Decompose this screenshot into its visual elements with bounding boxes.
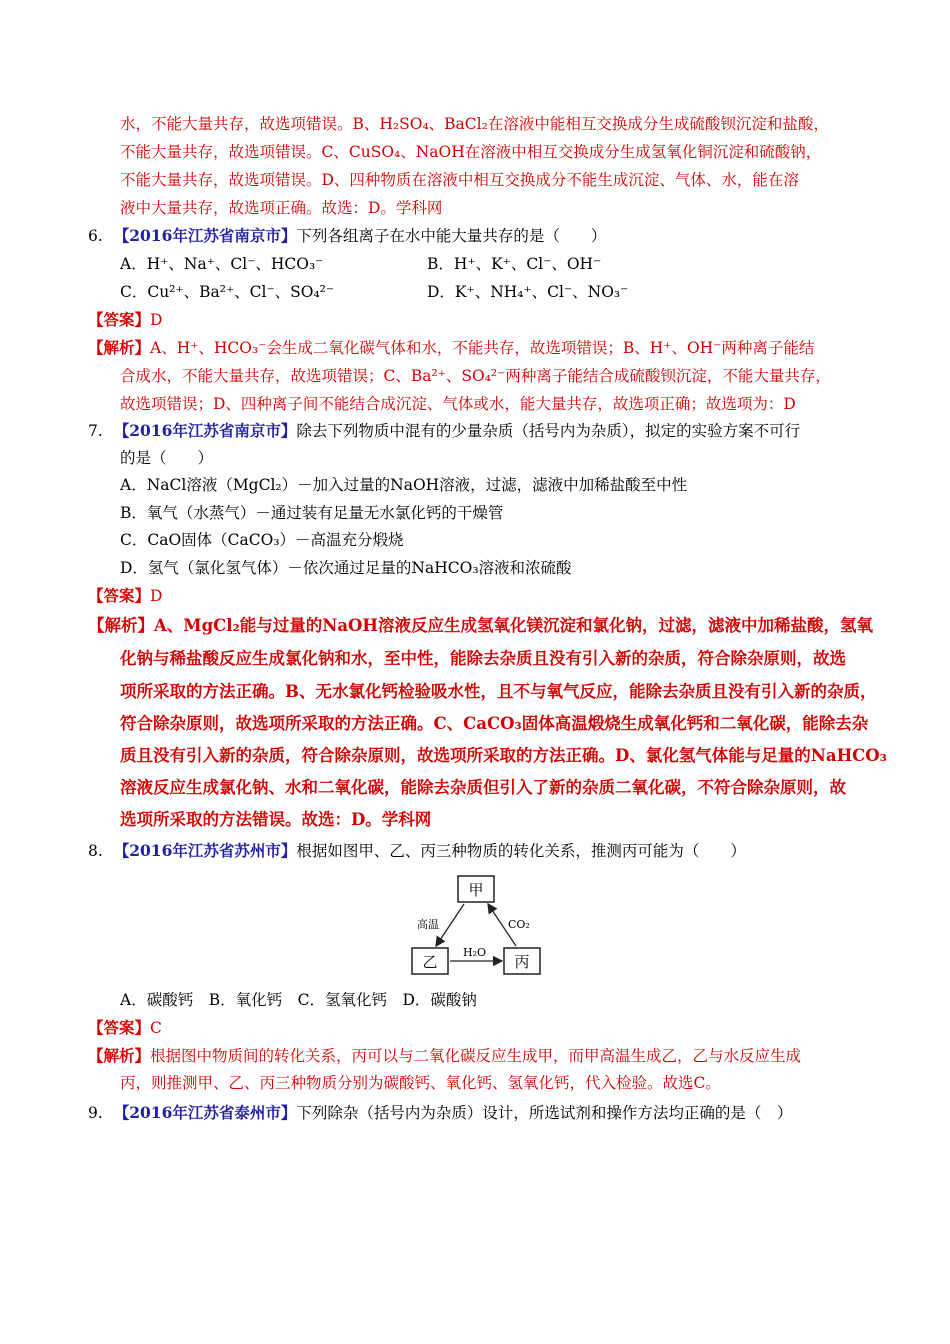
option-a: A．H⁺、Na⁺、Cl⁻、HCO₃⁻ <box>120 255 324 273</box>
label-yi: 乙 <box>422 953 438 971</box>
label-jia: 甲 <box>468 881 484 899</box>
explanation-7-line-7: 选项所采取的方法错误。故选：D。学科网 <box>120 810 432 829</box>
intro-explanation-line-3: 不能大量共存，故选项错误。D、四种物质在溶液中相互交换成分不能生成沉淀、气体、水，能在溶 <box>120 171 799 189</box>
explanation-7-line-6: 溶液反应生成氯化钠、水和二氧化碳，能除去杂质但引入了新的杂质二氧化碳，不符合除杂原则，故 <box>120 778 846 797</box>
answer-value: C <box>150 1019 162 1037</box>
question-8 <box>88 841 746 861</box>
question-stem: 根据如图甲、乙、丙三种物质的转化关系，推测丙可能为（ ） <box>296 842 746 860</box>
explanation-7-line-4: 符合除杂原则，故选项所采取的方法正确。C、CaCO₃固体高温煅烧生成氧化钙和二氧化碳，能除去杂 <box>120 714 869 733</box>
explanation-8-line-2: 丙，则推测甲、乙、丙三种物质分别为碳酸钙、氧化钙、氢氧化钙，代入检验。故选C。 <box>120 1074 721 1092</box>
label-bing: 丙 <box>514 953 530 971</box>
explanation-label: 【解析】 <box>88 1046 151 1065</box>
intro-explanation-line-4: 液中大量共存，故选项正确。故选：D。学科网 <box>120 199 443 217</box>
question-7-stem-cont: 的是（ ） <box>120 449 214 467</box>
answer-7 <box>88 586 162 606</box>
explanation-7-line-5: 质且没有引入新的杂质，符合除杂原则，故选项所采取的方法正确。D、氯化氢气体能与足量的NaHCO₃ <box>120 746 887 765</box>
question-6 <box>88 226 606 246</box>
question-8-options: A．碳酸钙 B．氧化钙 C．氢氧化钙 D．碳酸钠 <box>120 991 477 1009</box>
explanation-6-line-3: 故选项错误；D、四种离子间不能结合成沉淀、气体或水，能大量共存，故选项正确；故选项为：D <box>120 395 796 413</box>
answer-label: 【答案】 <box>88 310 151 329</box>
question-number: 6. <box>88 227 103 245</box>
explanation-label: 【解析】 <box>88 616 154 635</box>
conversion-diagram <box>400 868 550 982</box>
explanation-8-line-1: 【解析】根据图中物质间的转化关系，丙可以与二氧化碳反应生成甲，而甲高温生成乙，乙与水反应生成 <box>88 1046 802 1065</box>
option-b: B．氧气（水蒸气）－通过装有足量无水氯化钙的干燥管 <box>120 504 504 522</box>
option-a: A．NaCl溶液（MgCl₂）－加入过量的NaOH溶液，过滤，滤液中加稀盐酸至中性 <box>120 476 688 494</box>
condition-co2: CO₂ <box>508 918 530 931</box>
arrow-jia-to-yi <box>436 904 464 946</box>
question-number: 9. <box>88 1104 103 1122</box>
answer-6 <box>88 310 162 330</box>
intro-explanation-line-2: 不能大量共存，故选项错误。C、CuSO₄、NaOH在溶液中相互交换成分生成氢氧化铜沉淀和硫酸钠， <box>120 143 822 161</box>
condition-h2o: H₂O <box>463 946 487 959</box>
question-stem: 除去下列物质中混有的少量杂质（括号内为杂质），拟定的实验方案不可行 <box>296 422 801 440</box>
option-d: D．K⁺、NH₄⁺、Cl⁻、NO₃⁻ <box>427 283 629 301</box>
option-b: B．H⁺、K⁺、Cl⁻、OH⁻ <box>427 255 602 273</box>
answer-label: 【答案】 <box>88 586 151 605</box>
question-source: 【2016年江苏省泰州市】 <box>113 1103 297 1122</box>
option-d: D．氢气（氯化氢气体）－依次通过足量的NaHCO₃溶液和浓硫酸 <box>120 559 572 577</box>
explanation-6-line-2: 合成水，不能大量共存，故选项错误；C、Ba²⁺、SO₄²⁻两种离子能结合成硫酸钡沉淀，不能大量共存， <box>120 367 831 385</box>
explanation-label: 【解析】 <box>88 338 151 357</box>
question-7 <box>88 421 800 441</box>
question-9 <box>88 1103 792 1123</box>
explanation-7-line-2: 化钠与稀盐酸反应生成氯化钠和水，至中性，能除去杂质且没有引入新的杂质，符合除杂原则，故选 <box>120 649 846 668</box>
answer-label: 【答案】 <box>88 1018 151 1037</box>
question-source: 【2016年江苏省南京市】 <box>113 421 297 440</box>
question-source: 【2016年江苏省苏州市】 <box>113 841 297 860</box>
question-number: 8. <box>88 842 103 860</box>
question-number: 7. <box>88 422 103 440</box>
explanation-7-line-3: 项所采取的方法正确。B、无水氯化钙检验吸水性，且不与氧气反应，能除去杂质且没有引入新的杂质， <box>120 682 877 701</box>
option-c: C．CaO固体（CaCO₃）－高温充分煅烧 <box>120 531 404 549</box>
intro-explanation-line-1: 水，不能大量共存，故选项错误。B、H₂SO₄、BaCl₂在溶液中能相互交换成分生成硫酸钡沉淀和盐酸， <box>120 115 829 133</box>
explanation-7-line-1: 【解析】A、MgCl₂能与过量的NaOH溶液反应生成氢氧化镁沉淀和氯化钠，过滤，滤液中加稀盐酸，氢氧 <box>88 616 873 635</box>
question-source: 【2016年江苏省南京市】 <box>113 226 297 245</box>
answer-value: D <box>150 587 163 605</box>
question-stem: 下列除杂（括号内为杂质）设计，所选试剂和操作方法均正确的是（ ） <box>296 1104 793 1122</box>
answer-value: D <box>150 311 163 329</box>
condition-high-temp: 高温 <box>417 918 439 931</box>
answer-8 <box>88 1018 162 1038</box>
option-c: C．Cu²⁺、Ba²⁺、Cl⁻、SO₄²⁻ <box>120 283 335 301</box>
question-stem: 下列各组离子在水中能大量共存的是（ ） <box>296 227 607 245</box>
explanation-6-line-1: 【解析】A、H⁺、HCO₃⁻会生成二氧化碳气体和水，不能共存，故选项错误；B、H⁺、OH⁻两种离子能结 <box>88 338 815 357</box>
